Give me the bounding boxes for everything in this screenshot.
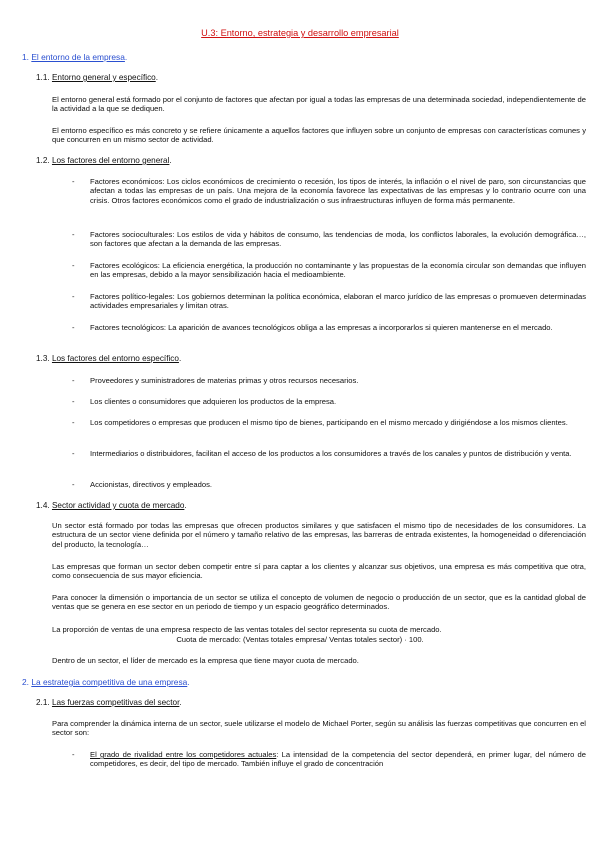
- list-item: [72, 261, 586, 280]
- subsection-punct: .: [184, 501, 187, 510]
- subsection-number: 2.1.: [36, 698, 50, 707]
- list-item-text: Factores socioculturales: Los estilos de vida y hábitos de consumo, las tendencias de moda, los conflictos laborales, la evolución demográfica…, son factores que afectan a la demanda de las empresas.: [90, 230, 586, 249]
- bullet-dash: -: [72, 230, 75, 239]
- list-item-text: Factores económicos: Los ciclos económicos de crecimiento o recesión, los tipos de interés, la inflación o el nivel de paro, son circunstancias que afectan a todas las empresas de un país. Una mejora de la economía favorece las expectativas de las empresas y lo contrario ocurre con una crisis. Otros factores económicos como el grado de industrialización o sus infraestructuras influyen de forma más permanente.: [90, 177, 586, 205]
- subsection-title: Sector actividad y cuota de mercado: [51, 501, 185, 510]
- section-number: 1.: [22, 52, 29, 62]
- subsection-number: 1.4.: [36, 501, 50, 510]
- bullet-dash: -: [72, 397, 75, 406]
- section-title-link[interactable]: La estrategia competitiva de una empresa: [31, 677, 188, 687]
- paragraph-cuota-mercado: La proporción de ventas de una empresa respecto de las ventas totales del sector representa su cuota de mercado.: [52, 625, 442, 634]
- bullet-dash: -: [72, 750, 75, 759]
- paragraph-entorno-general: El entorno general está formado por el conjunto de factores que afectan por igual a todas las empresas de una determinada sociedad, independientemente de la actividad a la que se dediquen.: [52, 95, 586, 114]
- bullet-dash: -: [72, 480, 75, 489]
- subsection-punct: .: [155, 73, 159, 82]
- bullet-dash: -: [72, 261, 75, 270]
- list-item: [72, 323, 586, 332]
- list-item-text: Intermediarios o distribuidores, facilitan el acceso de los productos a los consumidores a través de los canales y puntos de distribución y venta.: [90, 449, 572, 458]
- paragraph-entorno-especifico: El entorno específico es más concreto y se refiere únicamente a aquellos factores que influyen sobre un conjunto de empresas con características comunes y que concurren en un mismo sector de actividad.: [52, 126, 586, 145]
- subsection-punct: .: [179, 698, 182, 707]
- subsection-title: Entorno general y específico: [51, 73, 156, 82]
- bullet-dash: -: [72, 323, 75, 332]
- bullet-dash: -: [72, 418, 75, 427]
- paragraph-lider-mercado: Dentro de un sector, el líder de mercado es la empresa que tiene mayor cuota de mercado.: [52, 656, 359, 665]
- list-item-text: Proveedores y suministradores de materias primas y otros recursos necesarios.: [90, 376, 359, 385]
- subsection-punct: .: [178, 354, 182, 363]
- list-item-text: Factores político-legales: Los gobiernos determinan la política económica, elaboran el marco jurídico de las empresas o promueven determinadas actividades empresariales y limitan otras.: [90, 292, 586, 311]
- list-item: [72, 230, 586, 249]
- subsection-heading-1-4: [36, 501, 187, 510]
- section-punct: .: [187, 677, 190, 687]
- list-item: [72, 376, 586, 385]
- paragraph-competencia: Las empresas que forman un sector deben competir entre sí para captar a los clientes y alcanzar sus objetivos, una empresa es más competitiva que otra, como consecuencia de sus mayor eficiencia.: [52, 562, 586, 581]
- bullet-dash: -: [72, 292, 75, 301]
- subsection-number: 1.2.: [36, 156, 50, 165]
- section-title-link[interactable]: El entorno de la empresa: [31, 52, 125, 62]
- subsection-heading-1-1: [36, 73, 158, 82]
- document-title: U.3: Entorno, estrategia y desarrollo empresarial: [201, 28, 399, 38]
- bullet-dash: -: [72, 177, 75, 186]
- list-item-text: Los competidores o empresas que producen el mismo tipo de bienes, participando en el mismo mercado y dirigiéndose a los mismos clientes.: [90, 418, 568, 427]
- list-item-text: Factores tecnológicos: La aparición de avances tecnológicos obliga a las empresas a incorporarlos si quieren mantenerse en el mercado.: [90, 323, 553, 332]
- section-number: 2.: [22, 677, 29, 687]
- list-item-lead: El grado de rivalidad entre los competidores actuales: [90, 750, 277, 759]
- list-item: [72, 292, 586, 311]
- list-item-text: Accionistas, directivos y empleados.: [90, 480, 212, 489]
- subsection-punct: .: [169, 156, 172, 165]
- paragraph-porter: Para comprender la dinámica interna de un sector, suele utilizarse el modelo de Michael Porter, según su análisis las fuerzas competitivas que concurren en el sector son:: [52, 719, 586, 738]
- list-item: [72, 418, 586, 427]
- list-item: [72, 449, 586, 458]
- list-item-text: Los clientes o consumidores que adquieren los productos de la empresa.: [90, 397, 337, 406]
- paragraph-sector: Un sector está formado por todas las empresas que ofrecen productos similares y que satisfacen el mismo tipo de necesidades de los consumidores. La estructura de un sector viene definida por el número y tamaño relativo de las empresas, las barreras de entrada existentes, la homogeneidad o diferenciación del producto, la tecnología…: [52, 521, 586, 549]
- subsection-number: 1.3.: [36, 354, 50, 363]
- subsection-heading-1-3: [36, 354, 181, 363]
- bullet-dash: -: [72, 449, 75, 458]
- list-item-text: Factores ecológicos: La eficiencia energética, la producción no contaminante y las propuestas de la economía circular son demandas que influyen en las empresas, debido a la mayor sensibilización hacia el medioambiente.: [90, 261, 586, 280]
- subsection-title: Los factores del entorno general: [51, 156, 170, 165]
- formula-cuota-mercado: Cuota de mercado: (Ventas totales empresa/ Ventas totales sector) · 100.: [176, 635, 424, 644]
- bullet-dash: -: [72, 376, 75, 385]
- subsection-title: Los factores del entorno específico: [51, 354, 179, 363]
- subsection-heading-2-1: [36, 698, 182, 707]
- section-punct: .: [124, 52, 128, 62]
- list-item: [72, 480, 586, 489]
- subsection-title: Las fuerzas competitivas del sector: [51, 698, 180, 707]
- section-heading-1: [22, 53, 127, 62]
- list-item: [72, 750, 586, 769]
- paragraph-volumen-negocio: Para conocer la dimensión o importancia de un sector se utiliza el concepto de volumen de negocio o producción de un sector, que es la cantidad global de ventas que se genera en ese sector en un periodo de tiempo y un espacio geográfico determinados.: [52, 593, 586, 612]
- list-item: [72, 177, 586, 205]
- list-item: [72, 397, 586, 406]
- section-heading-2: [22, 678, 190, 687]
- list-item-text: : La intensidad de la competencia del sector dependerá, en primer lugar, del número de competidores, es decir, del tipo de mercado. También influye el grado de concentración: [90, 750, 586, 769]
- subsection-heading-1-2: [36, 156, 172, 165]
- subsection-number: 1.1.: [36, 73, 50, 82]
